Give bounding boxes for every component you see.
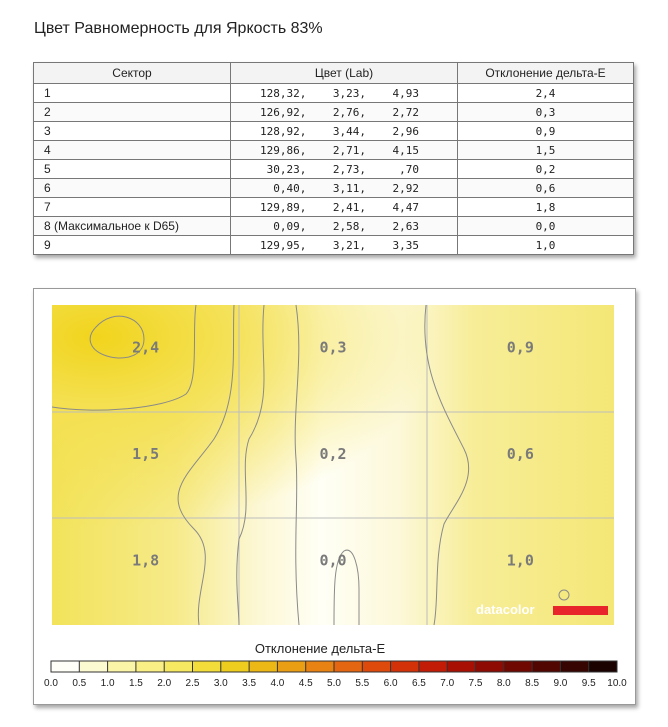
heatmap-panel [33,288,636,705]
row-sector: 8 (Максимальное к D65) [34,217,231,236]
colorbar-tick-label: 1.0 [100,678,115,689]
colorbar-segment [221,661,250,672]
cell-label: 0,3 [319,338,347,357]
colorbar-segment [51,661,80,672]
row-sector: 9 [34,236,231,255]
colorbar-segment [532,661,561,672]
cell-label: 1,0 [506,551,534,570]
colorbar-title: Отклонение дельта-Е [254,641,386,656]
cell-label: 0,9 [506,338,534,357]
row-lab: 128,92, 3,44, 2,96 [231,122,458,141]
colorbar-segment [589,661,618,672]
table-row [34,236,634,255]
cell-label: 0,6 [506,445,534,463]
cell-label: 0,0 [319,551,347,570]
colorbar-tick-label: 6.0 [383,678,398,689]
row-sector: 5 [34,160,231,179]
cell-label: 0,2 [319,445,347,463]
colorbar-tick-label: 5.5 [355,678,370,689]
table-header-row [34,63,634,84]
page-title: Цвет Равномерность для Яркость 83% [34,20,323,37]
row-sector: 7 [34,198,231,217]
table-row [34,160,634,179]
colorbar-tick-label: 3.0 [213,678,228,689]
colorbar-tick-label: 9.0 [553,678,568,689]
colorbar-tick-label: 8.0 [496,678,511,689]
colorbar-segment [193,661,222,672]
cell-label: 1,8 [132,551,160,570]
header-sector: Сектор [34,63,231,84]
table-row [34,122,634,141]
colorbar-tick-label: 2.0 [157,678,172,689]
colorbar-segment [108,661,137,672]
datacolor-logo-bar [553,606,608,615]
cell-label: 1,5 [132,445,160,463]
row-lab: 129,89, 2,41, 4,47 [231,198,458,217]
uniformity-table [33,62,634,255]
colorbar-tick-label: 7.0 [440,678,455,689]
colorbar-segment [419,661,448,672]
table-row [34,198,634,217]
row-lab: 0,40, 3,11, 2,92 [231,179,458,198]
datacolor-watermark: datacolor [476,602,535,617]
row-sector: 4 [34,141,231,160]
row-sector: 3 [34,122,231,141]
colorbar-tick-label: 0.5 [72,678,87,689]
colorbar-segment [504,661,533,672]
row-delta-e: 0,9 [458,122,634,141]
row-lab: 30,23, 2,73, ,70 [231,160,458,179]
colorbar-segment [476,661,505,672]
row-delta-e: 0,0 [458,217,634,236]
cell-label: 2,4 [132,338,160,357]
colorbar-segment [164,661,193,672]
colorbar-segment [391,661,420,672]
row-lab: 126,92, 2,76, 2,72 [231,103,458,122]
colorbar-tick-label: 10.0 [607,678,627,689]
colorbar-tick-label: 9.5 [581,678,596,689]
row-delta-e: 1,8 [458,198,634,217]
heatmap-chart [34,289,635,704]
row-lab: 0,09, 2,58, 2,63 [231,217,458,236]
colorbar-tick-label: 4.0 [270,678,285,689]
colorbar-segment [136,661,165,672]
colorbar-segment [560,661,589,672]
colorbar-segment [334,661,363,672]
colorbar-tick-label: 4.5 [298,678,313,689]
colorbar-segment [447,661,476,672]
row-sector: 6 [34,179,231,198]
header-delta-e: Отклонение дельта-Е [458,63,634,84]
table-row [34,217,634,236]
row-delta-e: 0,3 [458,103,634,122]
table-row [34,84,634,103]
table-row [34,179,634,198]
colorbar-tick-label: 7.5 [468,678,483,689]
row-lab: 129,86, 2,71, 4,15 [231,141,458,160]
colorbar-segment [362,661,391,672]
colorbar-tick-label: 6.5 [411,678,426,689]
colorbar-tick-label: 8.5 [525,678,540,689]
colorbar-tick-label: 0.0 [44,678,58,689]
row-lab: 128,32, 3,23, 4,93 [231,84,458,103]
row-delta-e: 1,5 [458,141,634,160]
row-delta-e: 0,6 [458,179,634,198]
colorbar [44,661,627,689]
colorbar-tick-label: 3.5 [242,678,257,689]
table-row [34,141,634,160]
row-delta-e: 1,0 [458,236,634,255]
row-delta-e: 2,4 [458,84,634,103]
colorbar-tick-label: 5.0 [327,678,341,689]
row-delta-e: 0,2 [458,160,634,179]
colorbar-tick-label: 1.5 [128,678,143,689]
colorbar-segment [79,661,108,672]
row-sector: 1 [34,84,231,103]
colorbar-segment [306,661,335,672]
row-lab: 129,95, 3,21, 3,35 [231,236,458,255]
header-lab: Цвет (Lab) [231,63,458,84]
colorbar-segment [277,661,306,672]
row-sector: 2 [34,103,231,122]
colorbar-segment [249,661,278,672]
colorbar-tick-label: 2.5 [185,678,200,689]
table-row [34,103,634,122]
